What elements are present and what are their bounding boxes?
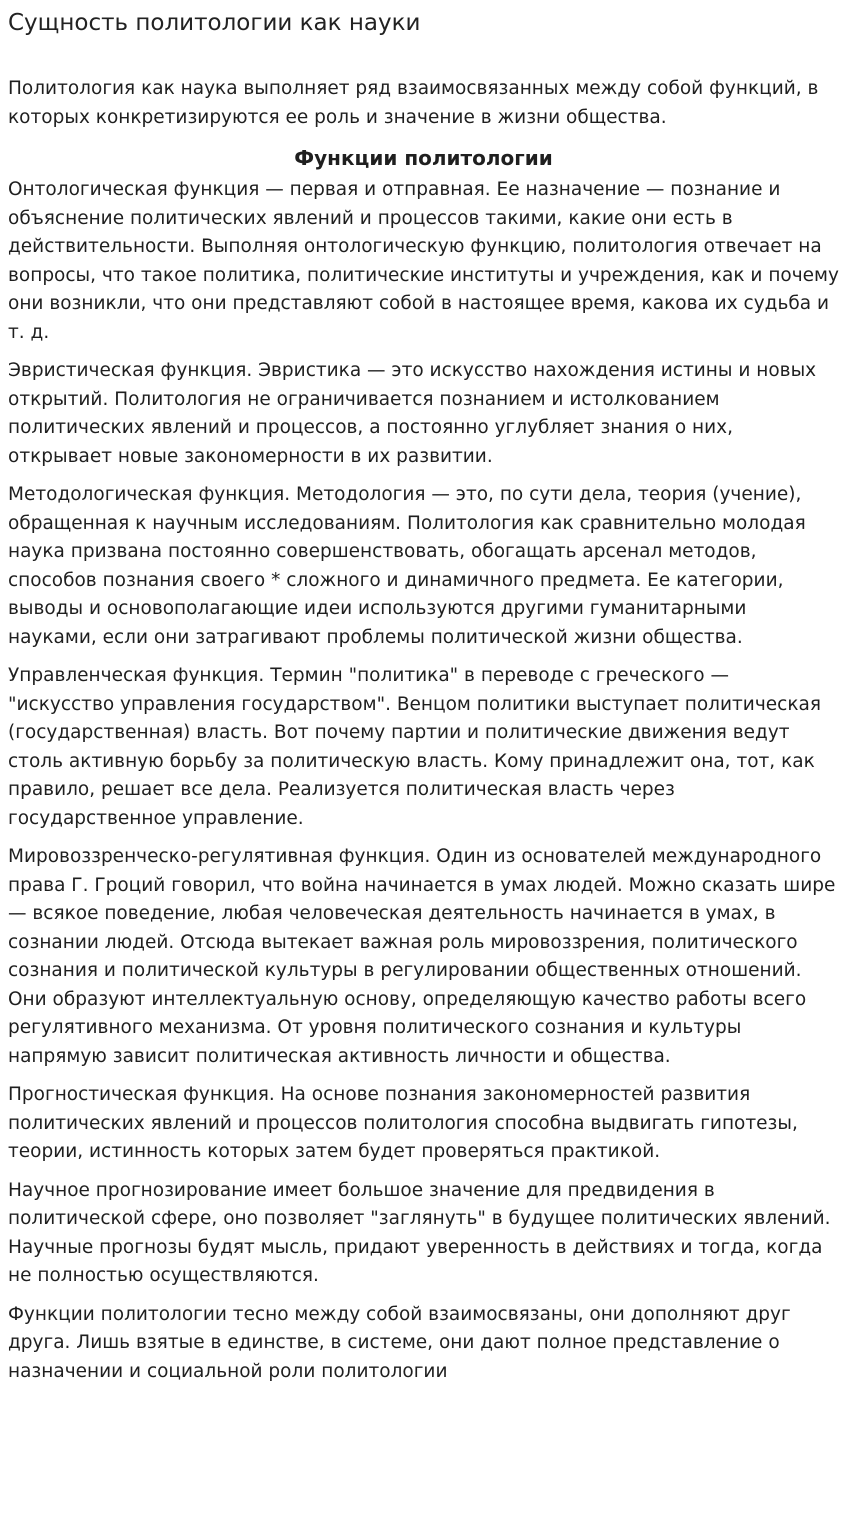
paragraph-ontological: Онтологическая функция — первая и отправная. Ее назначение — познание и объяснение политических явлений и процессов такими, какие они есть в действительности. Выполняя онтологическую функцию, политология отвечает на вопросы, что такое политика, политические институты и учреждения, как и почему они возникли, что они представляют собой в настоящее время, какова их судьба и т. д. [8, 179, 839, 343]
article [0, 8, 847, 1386]
paragraph-managerial: Управленческая функция. Термин "политика" в переводе с греческого — "искусство управления государством". Венцом политики выступает политическая (государственная) власть. Вот почему партии и политические движения ведут столь активную борьбу за политическую власть. Кому принадлежит она, тот, как правило, решает все дела. Реализуется политическая власть через государственное управление. [8, 665, 821, 829]
paragraph-worldview-regulative: Мировоззренческо-регулятивная функция. Один из основателей международного права Г. Гроций говорил, что война начинается в умах людей. Можно сказать шире — всякое поведение, любая человеческая деятельность начинается в умах, в сознании людей. Отсюда вытекает важная роль мировоззрения, политического сознания и политической культуры в регулировании общественных отношений. Они образуют интеллектуальную основу, определяющую качество работы всего регулятивного механизма. От уровня политического сознания и культуры напрямую зависит политическая активность личности и общества. [8, 846, 836, 1067]
paragraph-forecasting: Научное прогнозирование имеет большое значение для предвидения в политической сфере, оно позволяет "заглянуть" в будущее политических явлений. Научные прогнозы будят мысль, придают уверенность в действиях и тогда, когда не полностью осуществляются. [8, 1179, 831, 1286]
intro-paragraph: Политология как наука выполняет ряд взаимосвязанных между собой функций, в которых конкретизируются ее роль и значение в жизни общества. [8, 78, 819, 128]
paragraph-prognostic: Прогностическая функция. На основе познания закономерностей развития политических явлений и процессов политология способна выдвигать гипотезы, теории, истинность которых затем будет проверяться практикой. [8, 1084, 798, 1162]
paragraph-conclusion: Функции политологии тесно между собой взаимосвязаны, они дополняют друг друга. Лишь взятые в единстве, в системе, они дают полное представление о назначении и социальной роли политологии [8, 1303, 791, 1382]
paragraph-heuristic: Эвристическая функция. Эвристика — это искусство нахождения истины и новых открытий. Политология не ограничивается познанием и истолкованием политических явлений и процессов, а постоянно углубляет знания о них, открывает новые закономерности в их развитии. [8, 360, 817, 467]
section-heading: Функции политологии [294, 146, 553, 170]
page-title: Сущность политологии как науки [8, 10, 421, 36]
paragraph-methodological: Методологическая функция. Методология — это, по сути дела, теория (учение), обращенная к научным исследованиям. Политология как сравнительно молодая наука призвана постоянно совершенствовать, обогащать арсенал методов, способов познания своего * сложного и динамичного предмета. Ее категории, выводы и основополагающие идеи используются другими гуманитарными науками, если они затрагивают проблемы политической жизни общества. [8, 484, 806, 648]
